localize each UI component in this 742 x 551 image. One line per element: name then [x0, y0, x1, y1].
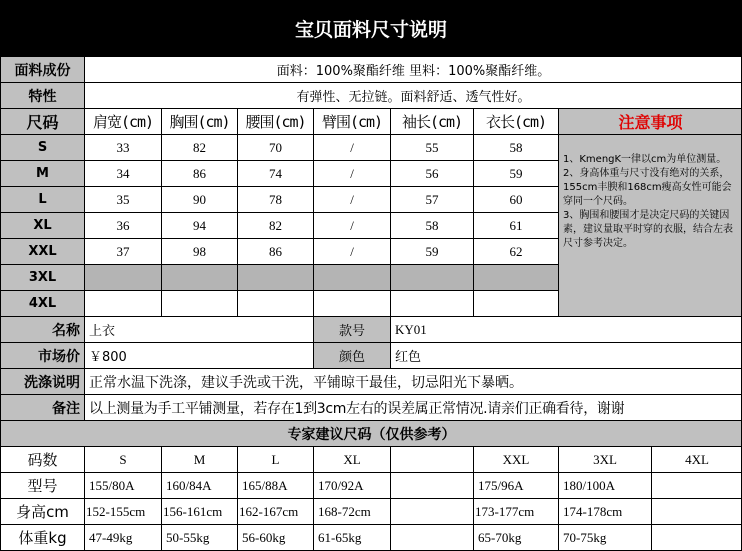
page-title: 宝贝面料尺寸说明 — [0, 0, 742, 56]
height-label: 身高cm — [0, 498, 84, 524]
table-cell: M — [161, 446, 237, 472]
note-item-1: 1、KmengK一律以cm为单位测量。 — [563, 154, 727, 165]
size-label-4xl: 4XL — [0, 290, 84, 316]
name-label: 名称 — [0, 316, 84, 342]
size-label-m: M — [0, 160, 84, 186]
table-cell: 3XL — [558, 446, 651, 472]
table-cell: 58 — [390, 212, 473, 238]
expert-title: 专家建议尺码（仅供参考） — [0, 420, 742, 446]
table-cell: 60 — [473, 186, 558, 212]
table-cell — [651, 498, 742, 524]
notes-title: 注意事项 — [558, 108, 742, 134]
size-label-xxl: XXL — [0, 238, 84, 264]
table-cell: 156-161cm — [161, 498, 237, 524]
remark-label: 备注 — [0, 394, 84, 420]
table-cell: 4XL — [651, 446, 742, 472]
table-cell — [161, 264, 237, 290]
table-cell: 82 — [161, 134, 237, 160]
table-cell — [390, 498, 473, 524]
table-cell: 90 — [161, 186, 237, 212]
table-cell: 98 — [161, 238, 237, 264]
table-cell: XL — [313, 446, 390, 472]
size-label-l: L — [0, 186, 84, 212]
table-cell: 174-178cm — [558, 498, 651, 524]
feature-label: 特性 — [0, 82, 84, 108]
table-cell: 57 — [390, 186, 473, 212]
table-cell — [84, 290, 161, 316]
table-cell — [390, 264, 473, 290]
table-cell: / — [313, 238, 390, 264]
table-cell: 37 — [84, 238, 161, 264]
table-cell — [473, 290, 558, 316]
table-cell: 70 — [237, 134, 313, 160]
price-label: 市场价 — [0, 342, 84, 368]
table-cell: 152-155cm — [84, 498, 161, 524]
color-value: 红色 — [390, 342, 742, 368]
table-cell: 59 — [390, 238, 473, 264]
price-value: ￥800 — [84, 342, 313, 368]
table-cell: 58 — [473, 134, 558, 160]
table-cell: 82 — [237, 212, 313, 238]
header-shoulder: 肩宽(cm) — [84, 108, 161, 134]
color-label: 颜色 — [313, 342, 390, 368]
table-cell: 56 — [390, 160, 473, 186]
table-cell: 155/80A — [84, 472, 161, 498]
note-item-3: 3、胸围和腰围才是决定尺码的关键因素，建议量取平时穿的衣服，结合左表尺寸参考决定。 — [563, 210, 733, 249]
header-sleeve: 袖长(cm) — [390, 108, 473, 134]
header-waist: 腰围(cm) — [237, 108, 313, 134]
notes-panel — [558, 134, 742, 316]
table-cell: 47-49kg — [84, 524, 161, 550]
table-cell: / — [313, 212, 390, 238]
table-cell — [161, 290, 237, 316]
table-cell: 55 — [390, 134, 473, 160]
table-cell: 175/96A — [473, 472, 558, 498]
table-cell: 170/92A — [313, 472, 390, 498]
table-cell: 162-167cm — [237, 498, 313, 524]
table-cell: 94 — [161, 212, 237, 238]
table-cell — [473, 264, 558, 290]
fabric-value: 面料：100%聚酯纤维 里料：100%聚酯纤维。 — [84, 56, 742, 82]
table-cell: 165/88A — [237, 472, 313, 498]
name-value: 上衣 — [84, 316, 313, 342]
header-length: 衣长(cm) — [473, 108, 558, 134]
table-cell: / — [313, 160, 390, 186]
model-label: 款号 — [313, 316, 390, 342]
table-cell: XXL — [473, 446, 558, 472]
table-cell: 36 — [84, 212, 161, 238]
table-cell — [313, 290, 390, 316]
table-cell — [651, 524, 742, 550]
remark-value: 以上测量为手工平铺测量，若存在1到3cm左右的误差属正常情况.请亲们正确看待，谢谢 — [84, 394, 742, 420]
table-cell: 168-72cm — [313, 498, 390, 524]
feature-value: 有弹性、无拉链。面料舒适、透气性好。 — [84, 82, 742, 108]
table-cell: 65-70kg — [473, 524, 558, 550]
table-cell: 78 — [237, 186, 313, 212]
table-cell — [651, 472, 742, 498]
header-chest: 胸围(cm) — [161, 108, 237, 134]
model-value: KY01 — [390, 316, 742, 342]
table-cell — [390, 446, 473, 472]
table-cell: 35 — [84, 186, 161, 212]
table-cell — [390, 472, 473, 498]
size-label-xl: XL — [0, 212, 84, 238]
table-cell: 70-75kg — [558, 524, 651, 550]
table-cell: 86 — [237, 238, 313, 264]
table-cell: 59 — [473, 160, 558, 186]
table-cell: 160/84A — [161, 472, 237, 498]
table-cell — [313, 264, 390, 290]
weight-label: 体重kg — [0, 524, 84, 550]
table-cell: / — [313, 186, 390, 212]
table-cell — [84, 264, 161, 290]
table-cell: 86 — [161, 160, 237, 186]
type-label: 型号 — [0, 472, 84, 498]
table-cell: 61-65kg — [313, 524, 390, 550]
size-label-s: S — [0, 134, 84, 160]
table-cell: 173-177cm — [473, 498, 558, 524]
table-cell — [390, 290, 473, 316]
note-item-2: 2、身高体重与尺寸没有绝对的关系，155cm丰腴和168cm瘦高女性可能会穿同一个尺码。 — [563, 168, 732, 207]
fabric-label: 面料成份 — [0, 56, 84, 82]
table-cell: 34 — [84, 160, 161, 186]
table-cell: / — [313, 134, 390, 160]
size-label-3xl: 3XL — [0, 264, 84, 290]
size-header-label: 尺码 — [0, 108, 84, 134]
table-cell: 74 — [237, 160, 313, 186]
wash-value: 正常水温下洗涤，建议手洗或干洗，平铺晾干最佳，切忌阳光下暴晒。 — [84, 368, 742, 394]
table-cell: 62 — [473, 238, 558, 264]
table-cell: S — [84, 446, 161, 472]
table-cell: 61 — [473, 212, 558, 238]
header-arm: 臂围(cm) — [313, 108, 390, 134]
table-cell: 180/100A — [558, 472, 651, 498]
code-label: 码数 — [0, 446, 84, 472]
table-cell: L — [237, 446, 313, 472]
table-cell — [390, 524, 473, 550]
table-cell: 33 — [84, 134, 161, 160]
table-cell — [237, 290, 313, 316]
wash-label: 洗涤说明 — [0, 368, 84, 394]
table-cell: 50-55kg — [161, 524, 237, 550]
table-cell: 56-60kg — [237, 524, 313, 550]
table-cell — [237, 264, 313, 290]
